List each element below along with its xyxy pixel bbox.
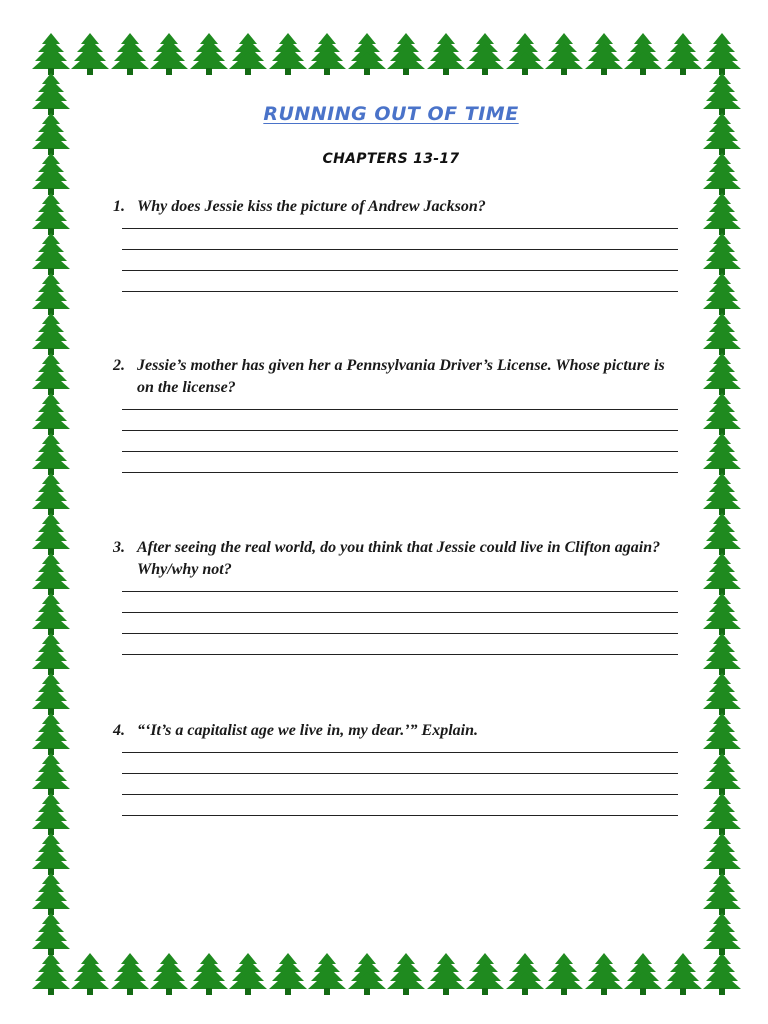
pine-tree-icon [505,952,545,996]
answer-line[interactable] [122,228,678,229]
pine-tree-icon [31,352,71,396]
pine-tree-icon [268,32,308,76]
pine-tree-icon [31,552,71,596]
pine-tree-icon [31,712,71,756]
pine-tree-icon [189,952,229,996]
pine-tree-icon [702,792,742,836]
answer-line[interactable] [122,409,678,410]
question-prompt: “‘It’s a capitalist age we live in, my dear.’” Explain. [137,722,479,739]
answer-area[interactable] [122,409,678,473]
pine-tree-icon [31,792,71,836]
pine-tree-icon [663,32,703,76]
answer-line[interactable] [122,612,678,613]
pine-tree-icon [31,952,71,996]
question-2 [113,355,673,493]
question-text-row [113,355,673,399]
pine-tree-icon [702,352,742,396]
pine-tree-icon [702,912,742,956]
pine-tree-icon [702,592,742,636]
answer-line[interactable] [122,752,678,753]
pine-tree-icon [465,952,505,996]
pine-tree-icon [31,752,71,796]
pine-tree-icon [702,712,742,756]
pine-tree-icon [31,832,71,876]
pine-tree-icon [347,32,387,76]
pine-tree-icon [584,952,624,996]
question-number: 3. [113,539,125,556]
answer-line[interactable] [122,472,678,473]
answer-line[interactable] [122,451,678,452]
answer-line[interactable] [122,270,678,271]
question-text-row [113,537,673,581]
question-prompt: Why does Jessie kiss the picture of Andrew Jackson? [137,198,486,215]
question-number: 4. [113,722,125,739]
worksheet-subtitle: CHAPTERS 13-17 [322,151,460,167]
pine-tree-icon [31,432,71,476]
pine-tree-icon [702,472,742,516]
pine-tree-icon [702,552,742,596]
pine-tree-icon [702,272,742,316]
pine-tree-icon [702,192,742,236]
answer-line[interactable] [122,794,678,795]
worksheet-title: RUNNING OUT OF TIME [263,103,519,125]
pine-tree-icon [31,192,71,236]
question-prompt: After seeing the real world, do you think that Jessie could live in Clifton again? Why/why not? [137,539,661,578]
question-text-row [113,720,673,742]
pine-tree-icon [663,952,703,996]
pine-tree-icon [386,952,426,996]
pine-tree-icon [505,32,545,76]
pine-tree-icon [702,672,742,716]
pine-tree-icon [31,872,71,916]
pine-tree-icon [31,472,71,516]
pine-tree-icon [31,232,71,276]
pine-tree-icon [623,952,663,996]
pine-tree-icon [70,952,110,996]
question-number: 1. [113,198,125,215]
pine-tree-icon [228,952,268,996]
pine-tree-icon [426,952,466,996]
answer-line[interactable] [122,654,678,655]
pine-tree-icon [544,32,584,76]
pine-tree-icon [189,32,229,76]
question-1 [113,196,673,312]
pine-tree-icon [268,952,308,996]
answer-area[interactable] [122,591,678,655]
pine-tree-icon [386,32,426,76]
pine-tree-icon [544,952,584,996]
pine-tree-icon [702,32,742,76]
question-number: 2. [113,357,125,374]
answer-line[interactable] [122,633,678,634]
pine-tree-icon [702,952,742,996]
pine-tree-icon [584,32,624,76]
pine-tree-icon [307,952,347,996]
pine-tree-icon [702,432,742,476]
pine-tree-icon [31,312,71,356]
pine-tree-icon [149,952,189,996]
pine-tree-icon [31,512,71,556]
pine-tree-icon [31,272,71,316]
pine-tree-icon [31,912,71,956]
pine-tree-icon [31,392,71,436]
pine-tree-icon [426,32,466,76]
answer-line[interactable] [122,773,678,774]
answer-line[interactable] [122,249,678,250]
pine-tree-icon [31,32,71,76]
pine-tree-icon [31,672,71,716]
pine-tree-icon [702,232,742,276]
pine-tree-icon [702,392,742,436]
question-prompt: Jessie’s mother has given her a Pennsylvania Driver’s License. Whose picture is on the license? [137,357,665,396]
answer-line[interactable] [122,815,678,816]
pine-tree-icon [228,32,268,76]
pine-tree-icon [702,752,742,796]
pine-tree-icon [702,832,742,876]
pine-tree-icon [465,32,505,76]
pine-tree-icon [702,312,742,356]
answer-line[interactable] [122,591,678,592]
pine-tree-icon [31,632,71,676]
answer-line[interactable] [122,430,678,431]
pine-tree-icon [702,632,742,676]
question-text-row [113,196,673,218]
pine-tree-icon [347,952,387,996]
pine-tree-icon [31,592,71,636]
question-3 [113,537,673,675]
answer-area[interactable] [122,228,678,292]
answer-area[interactable] [122,752,678,816]
pine-tree-icon [110,952,150,996]
pine-tree-icon [623,32,663,76]
pine-tree-icon [702,512,742,556]
pine-tree-icon [307,32,347,76]
pine-tree-icon [149,32,189,76]
question-4 [113,720,673,836]
pine-tree-icon [110,32,150,76]
pine-tree-icon [702,872,742,916]
answer-line[interactable] [122,291,678,292]
pine-tree-icon [70,32,110,76]
